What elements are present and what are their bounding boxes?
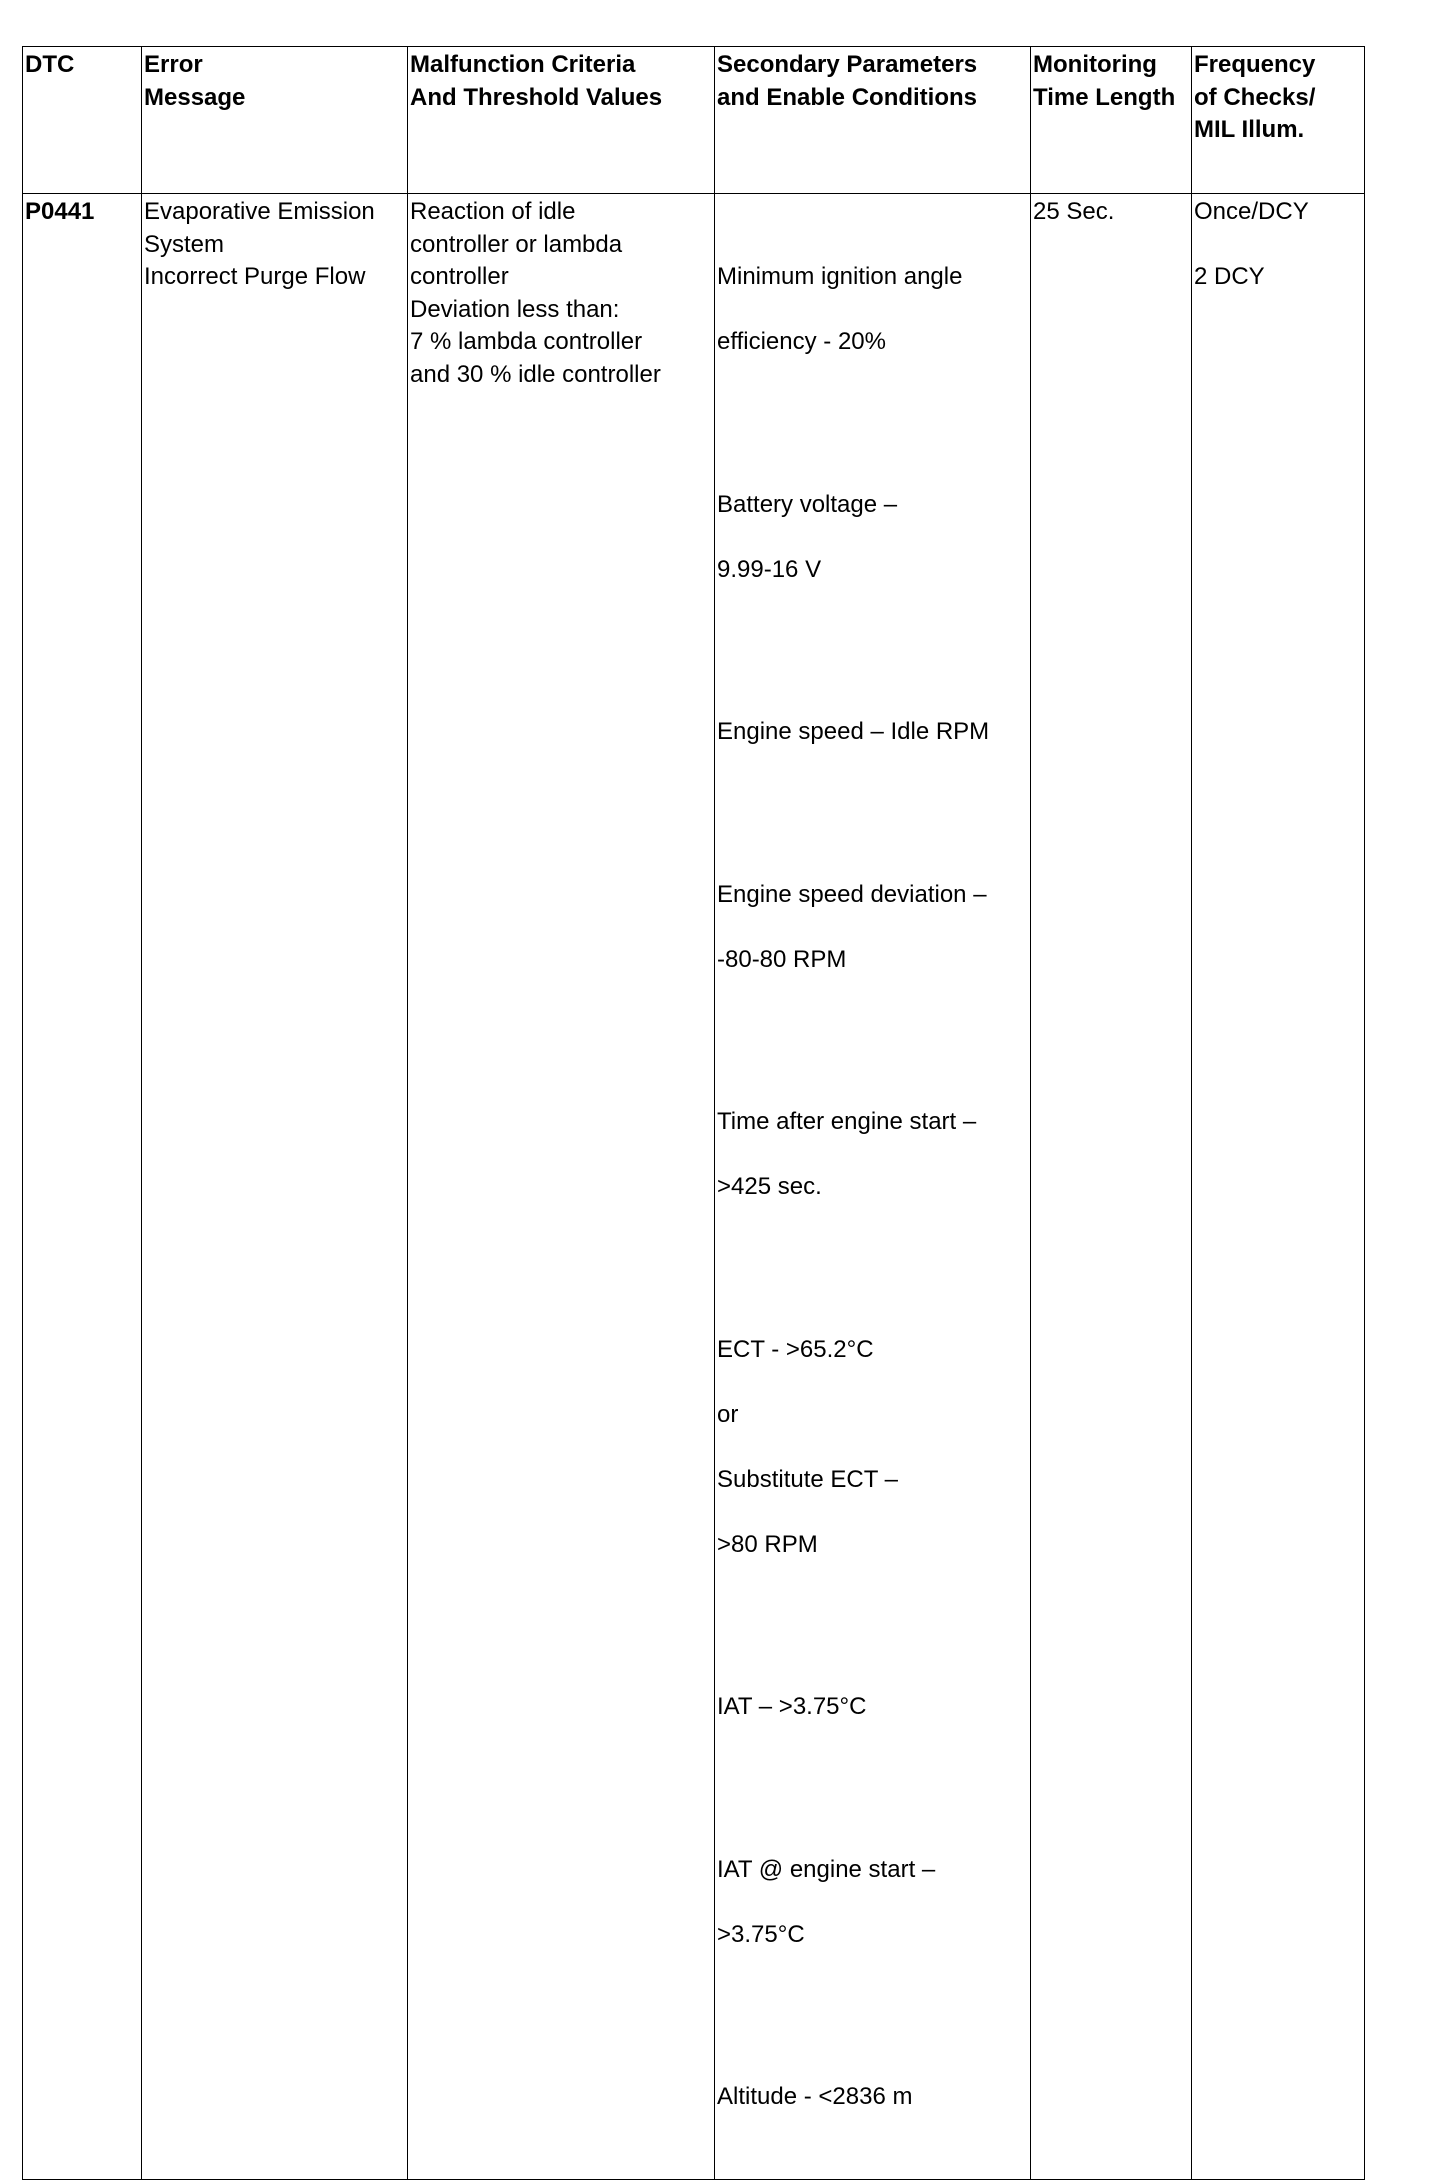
header-malfunction-criteria: Malfunction Criteria And Threshold Values (408, 47, 715, 194)
param-iat (717, 1659, 1030, 1757)
header-secondary-parameters: Secondary Parameters and Enable Conditions (715, 47, 1031, 194)
param-line: IAT @ engine start – (717, 1855, 936, 1883)
param-line: efficiency - 20% (717, 328, 886, 355)
param-line: 9.99-16 V (717, 555, 822, 583)
header-monitoring-time: Monitoring Time Length (1031, 47, 1192, 194)
malfunction-criteria-cell: Reaction of idle controller or lambda controller Deviation less than: 7 % lambda controller and 30 % idle controller (408, 194, 715, 2180)
param-line: Engine speed deviation – (717, 880, 987, 908)
monitoring-time-cell: 25 Sec. (1031, 194, 1192, 2180)
param-line: >425 sec. (717, 1173, 822, 1200)
param-engine-speed (717, 684, 1030, 782)
error-message-cell: Evaporative Emission System Incorrect Purge Flow (142, 194, 408, 2180)
param-line: Altitude - <2836 m (717, 2083, 913, 2110)
secondary-parameters-cell (715, 194, 1031, 2180)
header-frequency: Frequency of Checks/ MIL Illum. (1192, 47, 1365, 194)
param-ect (717, 1301, 1030, 1594)
param-line: Battery voltage – (717, 490, 898, 518)
param-line: >80 RPM (717, 1530, 818, 1558)
param-line: -80-80 RPM (717, 945, 847, 973)
param-battery-voltage (717, 456, 1030, 619)
param-engine-speed-deviation (717, 846, 1030, 1009)
param-altitude (717, 2049, 1030, 2147)
param-line: ECT - >65.2°C (717, 1335, 874, 1363)
table-header-row (23, 47, 1365, 194)
frequency-cell: Once/DCY 2 DCY (1192, 194, 1365, 2180)
param-line: or (717, 1400, 739, 1428)
param-ignition-angle (717, 229, 1030, 392)
header-dtc: DTC (23, 47, 142, 194)
dtc-code-cell: P0441 (23, 194, 142, 2180)
dtc-table (22, 46, 1365, 2180)
param-iat-engine-start (717, 1821, 1030, 1984)
param-line: Minimum ignition angle (717, 263, 963, 290)
table-row (23, 194, 1365, 2180)
param-line: IAT – >3.75°C (717, 1693, 867, 1720)
param-line: >3.75°C (717, 1920, 805, 1948)
param-line: Engine speed – Idle RPM (717, 718, 990, 745)
header-error-message: Error Message (142, 47, 408, 194)
param-time-after-start (717, 1074, 1030, 1237)
param-line: Time after engine start – (717, 1108, 977, 1135)
param-line: Substitute ECT – (717, 1465, 898, 1493)
